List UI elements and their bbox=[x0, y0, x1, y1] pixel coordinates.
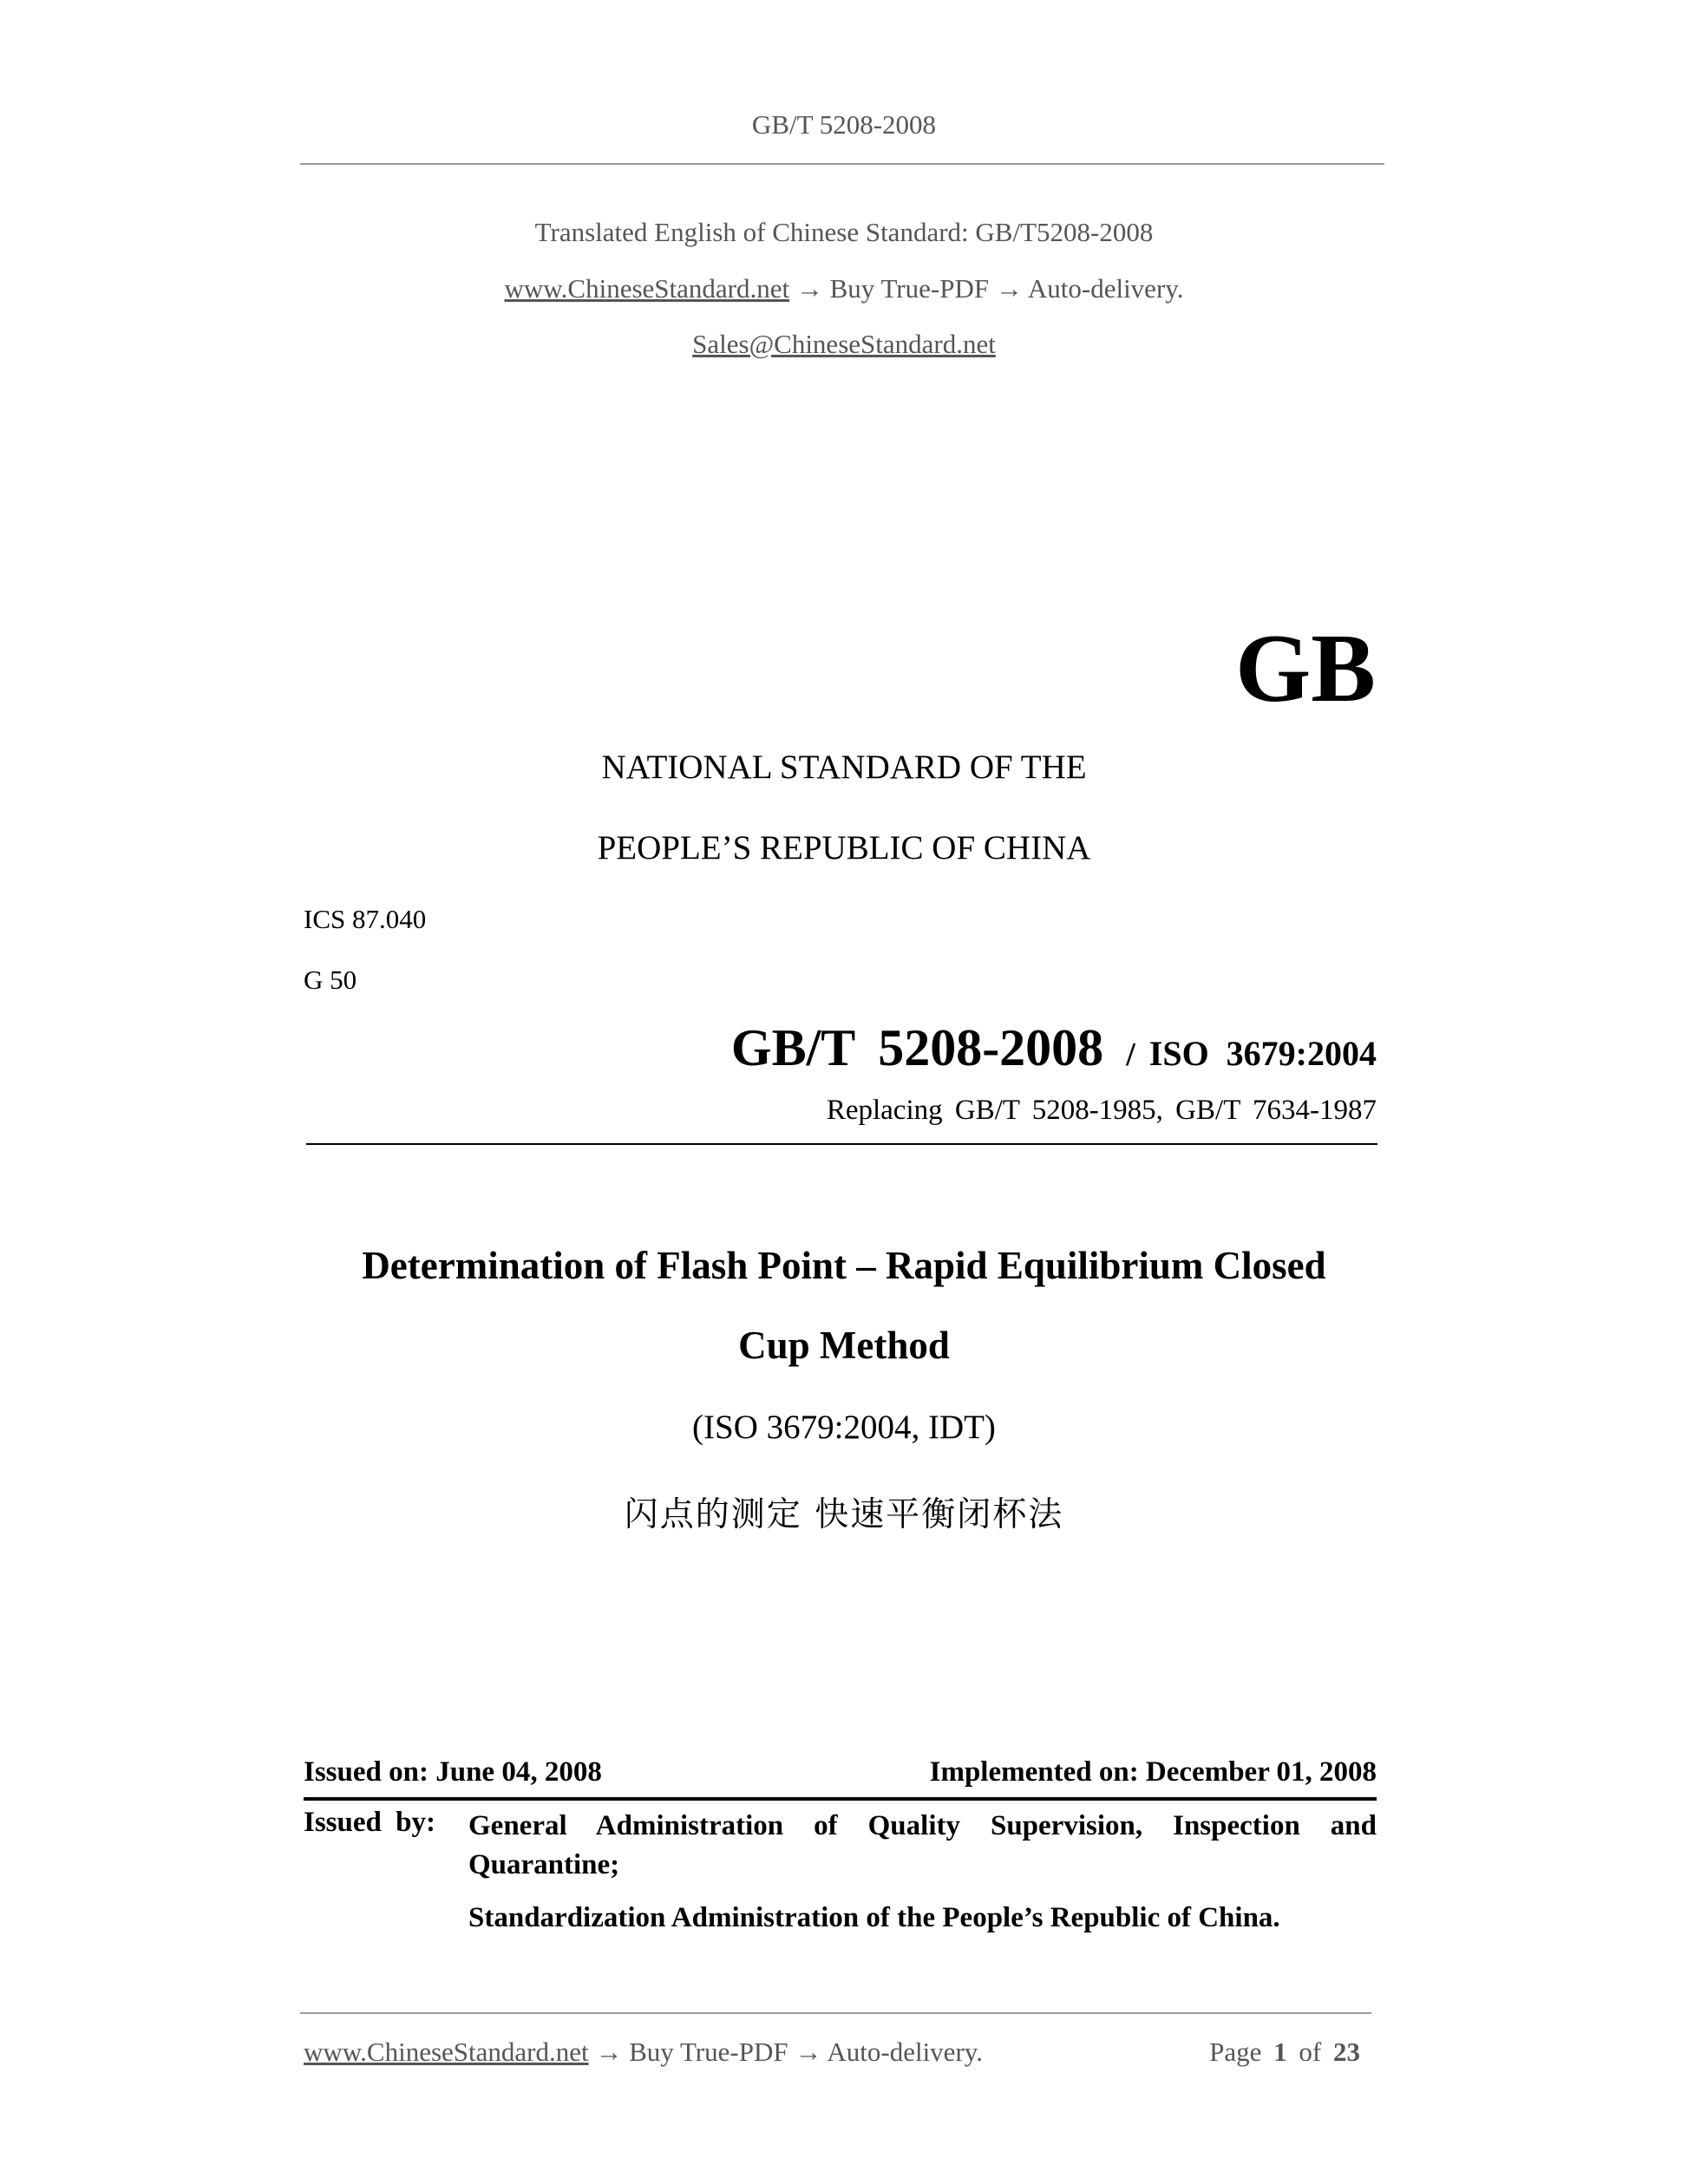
translation-notice: Translated English of Chinese Standard: GB/T5208-2008 bbox=[534, 217, 1154, 247]
footer-promo bbox=[304, 2037, 983, 2068]
ics-code: ICS 87.040 bbox=[304, 904, 427, 934]
implemented-on: Implemented on: December 01, 2008 bbox=[929, 1756, 1377, 1788]
replacing-note: Replacing GB/T 5208-1985, GB/T 7634-1987 bbox=[826, 1095, 1377, 1126]
national-standard-line2: PEOPLE’S REPUBLIC OF CHINA bbox=[597, 829, 1091, 866]
page-number: 1 bbox=[1273, 2037, 1287, 2067]
of-label: of bbox=[1299, 2037, 1322, 2067]
document-title-line1: Determination of Flash Point – Rapid Equilibrium Closed bbox=[362, 1244, 1326, 1287]
issued-on: Issued on: June 04, 2008 bbox=[304, 1756, 602, 1788]
iso-number: ISO 3679:2004 bbox=[1148, 1034, 1377, 1073]
promo-line bbox=[0, 273, 1688, 304]
email-link[interactable]: Sales@ChineseStandard.net bbox=[692, 329, 996, 359]
iso-equivalence: (ISO 3679:2004, IDT) bbox=[692, 1409, 996, 1446]
running-header: GB/T 5208-2008 bbox=[751, 109, 937, 140]
issued-by-label: Issued by: bbox=[304, 1807, 435, 1838]
page-total: 23 bbox=[1333, 2037, 1360, 2067]
standard-separator: / bbox=[1126, 1036, 1135, 1073]
standard-number-line bbox=[730, 1019, 1377, 1076]
email-line bbox=[0, 329, 1688, 360]
footer-site-link[interactable]: www.ChineseStandard.net bbox=[304, 2037, 589, 2067]
title-divider bbox=[306, 1143, 1377, 1145]
gb-logo: GB bbox=[1235, 615, 1376, 723]
document-title-line2: Cup Method bbox=[738, 1324, 950, 1367]
issuer-1: General Administration of Quality Supervision, Inspection and Quarantine; bbox=[468, 1810, 1377, 1880]
standard-number: GB/T 5208-2008 bbox=[730, 1019, 1104, 1076]
issuance-divider bbox=[304, 1797, 1377, 1801]
g-code: G 50 bbox=[304, 964, 357, 995]
issuer-2: Standardization Administration of the People’s Republic of China. bbox=[468, 1902, 1280, 1933]
national-standard-line1: NATIONAL STANDARD OF THE bbox=[601, 749, 1087, 786]
chinese-title: 闪点的测定 快速平衡闭杯法 bbox=[624, 1495, 1064, 1534]
page-indicator bbox=[1209, 2037, 1365, 2068]
footer-divider bbox=[300, 2012, 1371, 2014]
footer-buy-text: → Buy True-PDF → Auto-delivery. bbox=[595, 2037, 983, 2067]
header-divider bbox=[300, 163, 1384, 165]
buy-text: → Buy True-PDF → Auto-delivery. bbox=[795, 273, 1184, 304]
site-link[interactable]: www.ChineseStandard.net bbox=[504, 273, 790, 304]
page-label: Page bbox=[1209, 2037, 1262, 2067]
